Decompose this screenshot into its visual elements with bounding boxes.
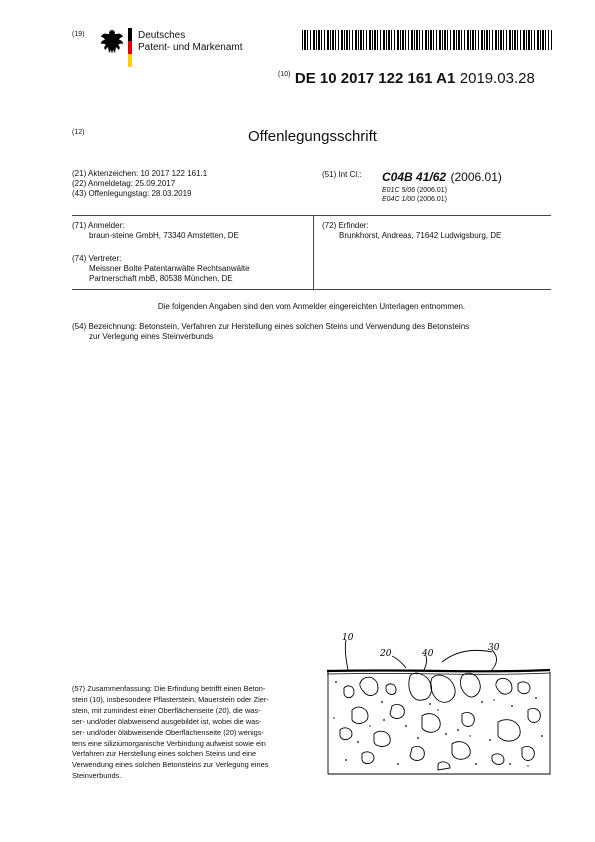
abstract-line: stein, mit zumindest einer Oberflächenseite (20), die was-	[72, 705, 261, 715]
publication-number: DE 10 2017 122 161 A1	[294, 70, 456, 87]
document-type: Offenlegungsschrift	[248, 128, 377, 145]
flag-gold	[128, 54, 132, 67]
publication-date-line: (43) Offenlegungstag: 28.03.2019	[72, 189, 192, 198]
rule-top	[72, 215, 551, 216]
abstract-line: ser- und/oder ölabweisend ausgebildet ist, wobei die was-	[72, 716, 262, 726]
code-10: (10)	[278, 71, 291, 78]
abstract-line: Verwendung eines solchen Betonsteins zur Verlegung eines	[72, 760, 269, 770]
office-line-1: Deutsches	[138, 30, 186, 41]
abstract-line: ser- und/oder ölabweisende Oberflächenseite (20) wenigs-	[72, 727, 264, 737]
abstract-line: (57) Zusammenfassung: Die Erfindung betrifft einen Beton-	[72, 684, 266, 693]
inventor-label: (72) Erfinder:	[322, 221, 369, 230]
applicant-label: (71) Anmelder:	[72, 221, 125, 230]
notice: Die folgenden Angaben sind den vom Anmelder eingereichten Unterlagen entnommen.	[157, 302, 466, 311]
flag-black	[128, 28, 132, 41]
filing-date: (22) Anmeldetag: 25.09.2017	[72, 179, 176, 188]
representative-line-2: Partnerschaft mbB, 80538 München, DE	[89, 274, 233, 283]
abstract-line: stein (10), insbesondere Pflasterstein, Mauerstein oder Zier-	[72, 694, 269, 704]
publication-header	[278, 70, 535, 88]
ref-20: 20	[380, 649, 392, 659]
federal-eagle-logo	[99, 28, 125, 56]
office-line-2: Patent- und Markenamt	[138, 42, 243, 53]
application-number: (21) Aktenzeichen: 10 2017 122 161.1	[72, 169, 208, 178]
concrete-stone-figure	[322, 630, 554, 776]
biblio-left	[72, 169, 207, 199]
representative-line-1: Meissner Bolte Patentanwälte Rechtsanwälte	[89, 264, 250, 273]
ipc-main: C04B 41/62	[382, 170, 447, 184]
ref-40: 40	[422, 649, 434, 659]
ipc-main-row	[382, 168, 502, 186]
inventor: Brunkhorst, Andreas, 71642 Ludwigsburg, DE	[339, 231, 502, 240]
ipc-3-version: (2006.01)	[417, 196, 448, 203]
ipc-main-version: (2006.01)	[450, 170, 502, 184]
publication-date: 2019.03.28	[459, 70, 535, 87]
barcode	[302, 30, 552, 50]
representative	[89, 264, 250, 284]
ref-10: 10	[342, 633, 354, 643]
int-cl-label: (51) Int Cl.:	[322, 170, 362, 179]
ref-30: 30	[488, 643, 500, 653]
applicant: braun-steine GmbH, 73340 Amstetten, DE	[89, 231, 239, 240]
designation-line-1: (54) Bezeichnung: Betonstein, Verfahren zur Herstellung eines solchen Steins und Verwendung des Betonsteins	[72, 322, 470, 331]
abstract-line: tens eine siliziumorganische Verbindung aufweist sowie ein	[72, 738, 266, 748]
flag-red	[128, 41, 132, 54]
representative-label: (74) Vertreter:	[72, 254, 122, 263]
designation-line-2: zur Verlegung eines Steinverbunds	[89, 332, 214, 341]
ipc-2-version: (2006.01)	[417, 187, 448, 194]
abstract-line: Verfahren zur Herstellung eines solchen Steins und eine	[72, 749, 257, 759]
rule-vertical	[313, 215, 314, 289]
abstract	[72, 684, 320, 782]
office-name	[138, 30, 243, 54]
ipc-3: E04C 1/00	[382, 196, 416, 203]
ipc-secondary	[382, 186, 447, 204]
ipc-2: E01C 5/06	[382, 187, 416, 194]
rule-bottom	[72, 289, 551, 290]
designation	[72, 322, 551, 342]
abstract-line: Steinverbunds.	[72, 771, 122, 781]
code-12: (12)	[72, 129, 85, 136]
code-19: (19)	[72, 31, 85, 38]
